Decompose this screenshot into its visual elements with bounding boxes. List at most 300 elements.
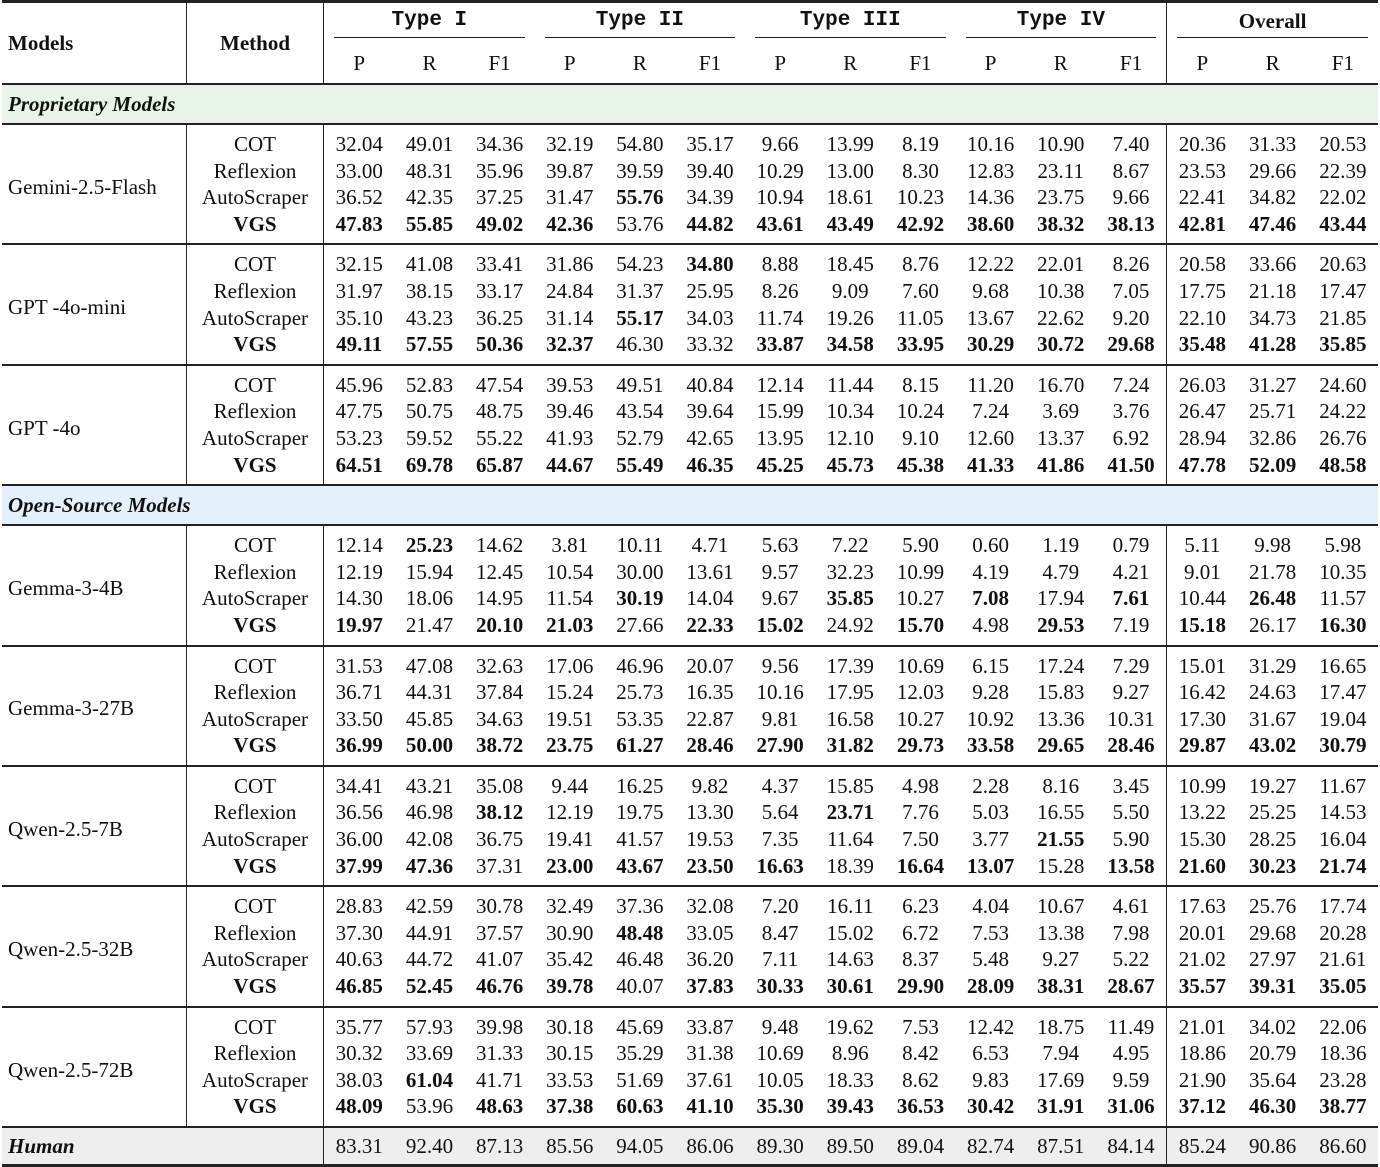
metric-value: 22.62: [1037, 305, 1085, 330]
metric-value: 36.52: [324, 184, 395, 211]
metric-value: 7.50: [902, 827, 939, 852]
metric-value: 37.30: [324, 920, 395, 947]
metric-value: 16.65: [1319, 653, 1367, 678]
metric-value: 54.80: [616, 132, 664, 156]
metric-value: 47.08: [405, 653, 454, 678]
metric-value: 32.49: [546, 894, 594, 919]
metric-value: 19.51: [546, 706, 594, 731]
method-name: COT: [187, 244, 324, 278]
metric-value: 17.47: [1319, 680, 1367, 705]
metric-value: 18.39: [826, 853, 874, 878]
metric-value: 3.81: [551, 533, 589, 558]
metric-value: 39.87: [546, 158, 594, 183]
table-row: [2, 559, 1378, 586]
metric-value: 29.53: [1037, 612, 1085, 637]
table-row: [2, 525, 1378, 559]
group-header-overall: Overall: [1167, 2, 1378, 44]
metric-value: 42.65: [686, 425, 734, 450]
metric-value: 9.10: [902, 425, 939, 450]
metric-value: 33.53: [546, 1067, 594, 1092]
metric-value: 36.25: [475, 305, 524, 330]
metric-value: 31.47: [546, 185, 594, 210]
metric-value: 17.75: [1167, 278, 1238, 305]
metric-value: 87.51: [1026, 1127, 1096, 1166]
metric-value: 35.30: [756, 1094, 804, 1119]
metric-value: 8.88: [761, 252, 799, 277]
metric-value: 34.80: [686, 252, 734, 277]
metric-value: 47.46: [1249, 211, 1297, 236]
metric-value: 21.85: [1319, 305, 1367, 330]
metric-value: 37.31: [475, 853, 524, 878]
method-name: COT: [187, 646, 324, 680]
metric-value: 21.01: [1167, 1007, 1238, 1041]
metric-value: 26.47: [1167, 398, 1238, 425]
metric-header: F1: [698, 50, 722, 75]
metric-value: 1.19: [1042, 533, 1080, 558]
metric-value: 31.37: [616, 278, 664, 303]
metric-value: 31.33: [1249, 132, 1297, 156]
metric-value: 53.76: [616, 211, 664, 236]
metric-value: 10.44: [1167, 585, 1238, 612]
metric-header: R: [422, 50, 437, 75]
metric-value: 49.51: [616, 372, 664, 397]
metric-value: 30.72: [1037, 332, 1085, 357]
method-name: AutoScraper: [187, 826, 324, 853]
metric-value: 31.97: [324, 278, 395, 305]
metric-value: 9.83: [972, 1067, 1009, 1092]
method-name: VGS: [187, 732, 324, 766]
metric-value: 5.64: [761, 800, 799, 825]
metric-value: 12.83: [966, 158, 1015, 183]
metric-value: 45.69: [616, 1014, 664, 1039]
metric-value: 44.82: [686, 211, 734, 236]
metric-value: 7.22: [831, 533, 869, 558]
metric-value: 35.85: [826, 586, 874, 611]
metric-value: 35.05: [1319, 974, 1367, 999]
metric-value: 6.53: [972, 1041, 1009, 1066]
metric-value: 7.53: [902, 1014, 939, 1039]
metric-value: 22.33: [686, 612, 734, 637]
metric-value: 3.76: [1112, 399, 1150, 424]
group-header-type2: Type II: [535, 2, 745, 44]
metric-value: 5.22: [1112, 947, 1150, 972]
metric-value: 28.46: [686, 733, 734, 758]
metric-value: 13.00: [826, 158, 874, 183]
metric-value: 11.20: [967, 372, 1014, 397]
metric-value: 59.52: [405, 425, 454, 450]
metric-value: 16.25: [616, 773, 664, 798]
metric-value: 33.00: [324, 158, 395, 185]
metric-value: 30.19: [616, 586, 664, 611]
metric-value: 48.09: [324, 1093, 395, 1127]
metric-value: 36.00: [324, 826, 395, 853]
metric-value: 39.43: [826, 1094, 874, 1119]
metric-value: 64.51: [324, 452, 395, 486]
metric-value: 47.83: [324, 211, 395, 245]
metric-value: 4.98: [972, 612, 1009, 637]
metric-value: 36.99: [324, 732, 395, 766]
metric-value: 35.57: [1167, 973, 1238, 1007]
metric-value: 31.27: [1249, 372, 1297, 397]
metric-value: 12.14: [756, 372, 804, 397]
metric-value: 19.26: [826, 305, 874, 330]
method-name: Reflexion: [187, 799, 324, 826]
metric-value: 8.47: [761, 920, 799, 945]
metric-value: 9.48: [761, 1014, 799, 1039]
metric-value: 33.41: [475, 252, 524, 277]
metric-value: 34.63: [475, 706, 524, 731]
metric-value: 18.61: [826, 185, 874, 210]
metric-value: 33.69: [405, 1041, 454, 1066]
method-name: AutoScraper: [187, 425, 324, 452]
metric-value: 8.62: [902, 1067, 939, 1092]
metric-value: 10.27: [896, 706, 945, 731]
metric-value: 38.60: [966, 211, 1015, 236]
metric-value: 38.32: [1037, 211, 1085, 236]
metric-value: 10.16: [756, 680, 804, 705]
metric-value: 17.95: [826, 680, 874, 705]
metric-value: 20.79: [1249, 1041, 1297, 1066]
metric-value: 29.73: [896, 733, 945, 758]
table-row: [2, 1007, 1378, 1041]
metric-value: 5.11: [1167, 525, 1238, 559]
metric-value: 31.53: [324, 646, 395, 680]
metric-value: 43.02: [1249, 733, 1297, 758]
metric-value: 10.69: [756, 1041, 804, 1066]
metric-value: 32.04: [324, 124, 395, 158]
metric-value: 15.85: [826, 773, 874, 798]
metric-value: 35.77: [324, 1007, 395, 1041]
metric-value: 9.81: [761, 706, 799, 731]
section-title: Open-Source Models: [2, 485, 1378, 525]
metric-value: 46.85: [324, 973, 395, 1007]
metric-value: 60.63: [616, 1094, 664, 1119]
table-row: [2, 1067, 1378, 1094]
metric-value: 38.15: [405, 278, 454, 303]
metric-value: 46.48: [616, 947, 664, 972]
metric-value: 84.14: [1096, 1127, 1167, 1166]
human-row: [2, 1127, 1378, 1166]
metric-value: 19.75: [616, 800, 664, 825]
metric-value: 49.01: [405, 132, 454, 156]
metric-value: 17.94: [1037, 586, 1085, 611]
metric-value: 35.64: [1249, 1067, 1297, 1092]
table-row: [2, 158, 1378, 185]
metric-value: 48.75: [475, 399, 524, 424]
metric-value: 12.10: [826, 425, 874, 450]
metric-value: 12.14: [324, 525, 395, 559]
metric-value: 4.71: [691, 533, 729, 558]
metric-value: 20.53: [1319, 132, 1367, 156]
metric-value: 27.66: [616, 612, 664, 637]
metric-value: 39.40: [686, 158, 734, 183]
metric-value: 6.15: [972, 653, 1009, 678]
metric-value: 11.44: [827, 372, 874, 397]
metric-value: 29.66: [1249, 158, 1297, 183]
metric-value: 9.57: [761, 559, 799, 584]
metric-value: 25.23: [405, 533, 454, 558]
metric-value: 15.02: [756, 612, 804, 637]
metric-value: 46.35: [686, 452, 734, 477]
table-row: [2, 211, 1378, 245]
metric-value: 19.53: [686, 827, 734, 852]
metric-value: 8.26: [1112, 252, 1150, 277]
metric-value: 28.83: [324, 886, 395, 920]
metric-value: 24.92: [826, 612, 874, 637]
metric-value: 48.48: [616, 920, 664, 945]
metric-value: 41.28: [1249, 332, 1297, 357]
metric-value: 10.16: [966, 132, 1015, 156]
metric-value: 14.62: [475, 533, 524, 558]
metric-value: 27.90: [756, 733, 804, 758]
metric-value: 30.79: [1319, 733, 1367, 758]
metric-value: 31.67: [1249, 706, 1297, 731]
metric-value: 41.08: [405, 252, 454, 277]
metric-value: 8.96: [831, 1041, 869, 1066]
metric-value: 26.17: [1249, 612, 1297, 637]
metric-value: 14.04: [686, 586, 734, 611]
metric-value: 33.17: [475, 278, 524, 303]
metric-value: 13.67: [966, 305, 1015, 330]
metric-value: 33.66: [1249, 252, 1297, 277]
metric-header: P: [1167, 43, 1238, 84]
metric-value: 22.10: [1167, 305, 1238, 332]
method-name: COT: [187, 525, 324, 559]
metric-value: 53.23: [324, 425, 395, 452]
metric-value: 20.10: [475, 612, 524, 637]
table-row: [2, 184, 1378, 211]
metric-value: 37.99: [324, 853, 395, 887]
metric-value: 45.85: [405, 706, 454, 731]
metric-value: 33.32: [686, 332, 734, 357]
metric-value: 48.31: [405, 158, 454, 183]
table-row: [2, 425, 1378, 452]
metric-value: 18.86: [1167, 1040, 1238, 1067]
metric-value: 16.42: [1167, 679, 1238, 706]
metric-value: 21.03: [546, 612, 594, 637]
metric-value: 23.11: [1037, 158, 1084, 183]
metric-value: 43.21: [405, 773, 454, 798]
metric-value: 42.81: [1167, 211, 1238, 245]
metric-value: 12.03: [896, 680, 945, 705]
metric-value: 7.53: [972, 920, 1009, 945]
metric-value: 46.30: [616, 332, 664, 357]
metric-value: 4.21: [1112, 559, 1150, 584]
metric-value: 17.63: [1167, 886, 1238, 920]
metric-value: 34.03: [686, 305, 734, 330]
metric-value: 43.54: [616, 399, 664, 424]
method-name: AutoScraper: [187, 946, 324, 973]
metric-value: 55.22: [475, 425, 524, 450]
metric-value: 10.27: [896, 586, 945, 611]
metric-value: 43.67: [616, 853, 664, 878]
metric-value: 28.94: [1167, 425, 1238, 452]
table-body: [2, 84, 1378, 1166]
metric-value: 13.99: [826, 132, 874, 156]
metric-value: 17.39: [826, 653, 874, 678]
metric-value: 29.87: [1167, 732, 1238, 766]
metric-value: 11.64: [827, 827, 874, 852]
metric-value: 34.58: [826, 332, 874, 357]
metric-value: 5.63: [761, 533, 799, 558]
metric-value: 38.12: [475, 800, 524, 825]
metric-value: 45.25: [756, 452, 804, 477]
section-header-row: [2, 485, 1378, 525]
metric-value: 33.05: [686, 920, 734, 945]
metric-value: 90.86: [1238, 1127, 1308, 1166]
metric-value: 36.71: [324, 679, 395, 706]
metric-value: 30.15: [546, 1041, 594, 1066]
metric-value: 46.76: [475, 974, 524, 999]
metric-value: 28.46: [1107, 733, 1155, 758]
metric-value: 32.19: [546, 132, 594, 156]
metric-value: 7.08: [972, 586, 1009, 611]
metric-value: 52.45: [405, 974, 454, 999]
metric-value: 7.20: [761, 894, 799, 919]
metric-value: 42.35: [405, 185, 454, 210]
metric-value: 41.10: [686, 1094, 734, 1119]
table-row: [2, 946, 1378, 973]
metric-value: 10.35: [1319, 559, 1367, 584]
metric-value: 4.95: [1112, 1041, 1150, 1066]
metric-value: 32.15: [324, 244, 395, 278]
metric-value: 43.23: [405, 305, 454, 330]
metric-value: 19.27: [1249, 773, 1297, 798]
metric-value: 3.69: [1042, 399, 1080, 424]
metric-value: 18.33: [826, 1067, 874, 1092]
metric-value: 0.60: [972, 533, 1009, 558]
metric-value: 15.83: [1037, 680, 1085, 705]
metric-value: 8.67: [1112, 158, 1150, 183]
metric-value: 87.13: [465, 1127, 535, 1166]
metric-value: 48.63: [475, 1094, 524, 1119]
metric-value: 42.92: [896, 211, 945, 236]
metric-value: 34.36: [475, 132, 524, 156]
metric-value: 19.04: [1319, 706, 1367, 731]
metric-value: 41.33: [966, 452, 1015, 477]
metric-value: 40.63: [324, 946, 395, 973]
metric-value: 14.63: [826, 947, 874, 972]
table-row: [2, 826, 1378, 853]
metric-value: 86.60: [1308, 1127, 1378, 1166]
metric-value: 7.29: [1112, 653, 1150, 678]
metric-value: 12.19: [324, 559, 395, 586]
metric-value: 9.27: [1042, 947, 1080, 972]
metric-value: 11.57: [1319, 586, 1367, 611]
metric-value: 39.53: [546, 372, 594, 397]
metric-value: 31.29: [1249, 653, 1297, 678]
group-header-type4: Type IV: [956, 2, 1167, 44]
metric-value: 14.30: [324, 585, 395, 612]
method-name: VGS: [187, 853, 324, 887]
metric-value: 89.04: [885, 1127, 955, 1166]
metric-value: 20.63: [1319, 252, 1367, 277]
table-row: [2, 853, 1378, 887]
metric-value: 15.28: [1037, 853, 1085, 878]
table-row: [2, 278, 1378, 305]
metric-value: 29.90: [896, 974, 945, 999]
metric-value: 15.30: [1167, 826, 1238, 853]
metric-value: 40.07: [616, 974, 664, 999]
method-name: COT: [187, 1007, 324, 1041]
metric-value: 7.24: [972, 399, 1009, 424]
method-name: Reflexion: [187, 278, 324, 305]
metric-value: 47.54: [475, 372, 524, 397]
table-row: [2, 1093, 1378, 1127]
metric-value: 30.78: [475, 894, 524, 919]
table-row: [2, 452, 1378, 486]
model-name: GPT -4o-mini: [8, 295, 127, 320]
metric-value: 15.70: [896, 612, 945, 637]
metric-value: 35.48: [1167, 331, 1238, 365]
section-title: Proprietary Models: [2, 84, 1378, 124]
models-header: Models: [8, 30, 74, 55]
metric-value: 15.02: [826, 920, 874, 945]
metric-value: 38.13: [1107, 211, 1155, 236]
metric-value: 5.48: [972, 947, 1009, 972]
table-row: [2, 766, 1378, 800]
method-name: COT: [187, 124, 324, 158]
metric-value: 16.58: [826, 706, 874, 731]
metric-value: 22.39: [1319, 158, 1367, 183]
metric-value: 7.40: [1112, 132, 1150, 156]
method-name: AutoScraper: [187, 305, 324, 332]
metric-value: 39.78: [546, 974, 594, 999]
table-row: [2, 799, 1378, 826]
metric-value: 3.45: [1112, 773, 1150, 798]
header-row-groups: [2, 2, 1378, 44]
metric-value: 39.46: [546, 399, 594, 424]
metric-value: 11.05: [897, 305, 944, 330]
metric-value: 21.02: [1167, 946, 1238, 973]
metric-value: 11.74: [756, 305, 804, 330]
metric-value: 17.30: [1167, 706, 1238, 733]
metric-value: 25.73: [616, 680, 664, 705]
metric-value: 9.98: [1254, 533, 1292, 558]
metric-value: 34.39: [686, 185, 734, 210]
metric-value: 51.69: [616, 1067, 664, 1092]
metric-value: 4.98: [902, 773, 939, 798]
metric-value: 15.24: [546, 680, 594, 705]
metric-value: 34.41: [324, 766, 395, 800]
metric-value: 5.50: [1112, 800, 1150, 825]
metric-value: 35.96: [475, 158, 524, 183]
metric-value: 23.75: [546, 733, 594, 758]
metric-value: 43.61: [756, 211, 804, 236]
metric-value: 43.49: [826, 211, 874, 236]
metric-value: 40.84: [686, 372, 734, 397]
metric-value: 38.31: [1037, 974, 1085, 999]
metric-value: 7.60: [902, 278, 939, 303]
metric-header: R: [1053, 50, 1068, 75]
human-label: Human: [2, 1127, 324, 1166]
metric-value: 39.64: [686, 399, 734, 424]
method-name: VGS: [187, 1093, 324, 1127]
metric-value: 10.11: [616, 533, 664, 558]
metric-value: 16.63: [756, 853, 804, 878]
method-name: Reflexion: [187, 398, 324, 425]
metric-value: 9.01: [1167, 559, 1238, 586]
metric-value: 23.71: [826, 800, 874, 825]
metric-value: 18.06: [405, 586, 454, 611]
model-name: GPT -4o: [8, 415, 81, 440]
metric-header: F1: [909, 50, 932, 75]
metric-value: 22.87: [686, 706, 734, 731]
metric-value: 7.11: [762, 947, 799, 972]
metric-value: 22.06: [1319, 1014, 1367, 1039]
metric-value: 16.70: [1037, 372, 1085, 397]
metric-value: 5.98: [1324, 533, 1362, 558]
